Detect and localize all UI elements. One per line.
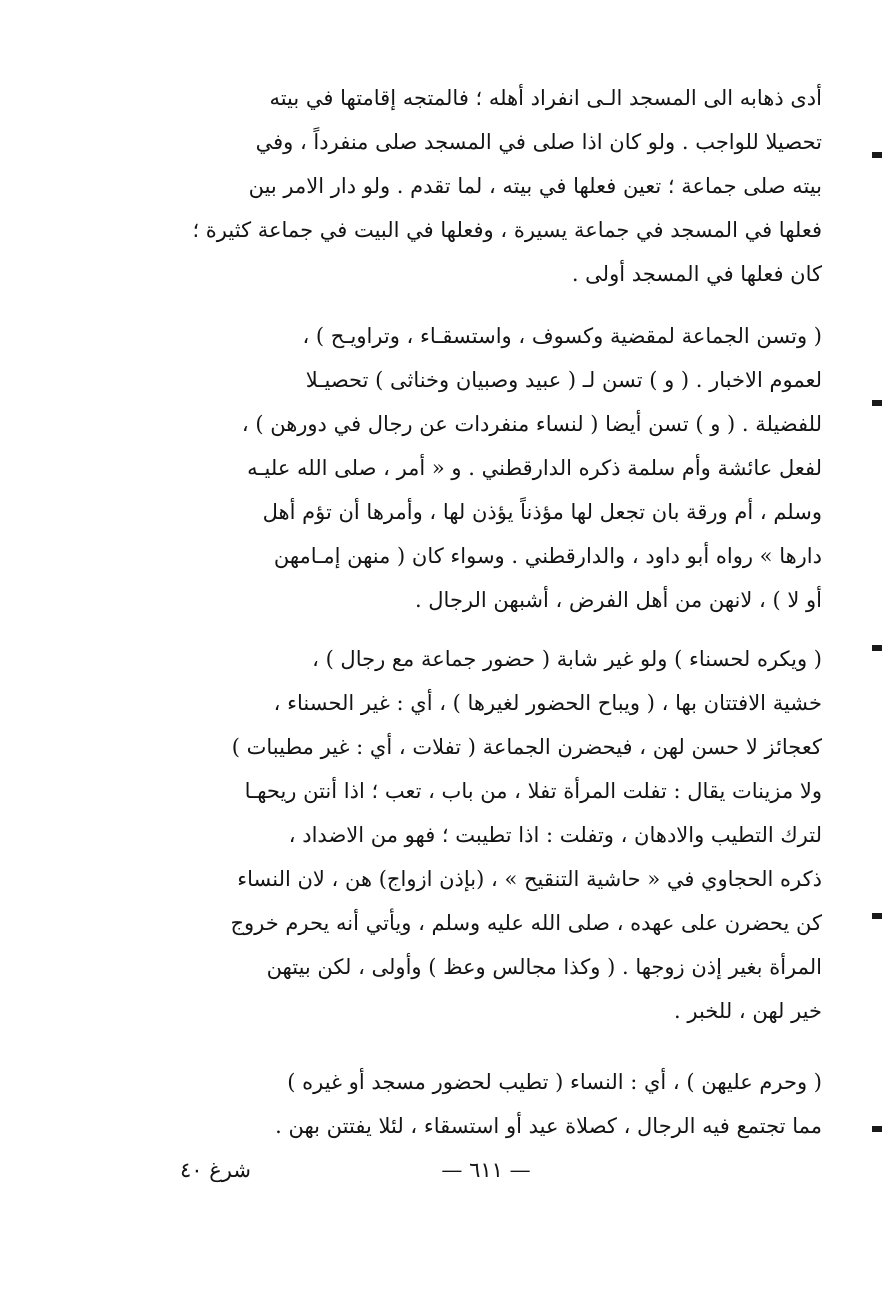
- margin-mark: [872, 913, 882, 919]
- text-line: ذكره الحجاوي في « حاشية التنقيح » ، (بإذن ازواج) هن ، لان النساء: [237, 867, 822, 891]
- margin-mark: [872, 152, 882, 158]
- text-line: بيته صلى جماعة ؛ تعين فعلها في بيته ، لما تقدم . ولو دار الامر بين: [248, 174, 822, 198]
- text-line: ( وحرم عليهن ) ، أي : النساء ( تطيب لحضور مسجد أو غيره ): [287, 1070, 822, 1094]
- page-number: — ٦١١ —: [441, 1158, 531, 1182]
- text-line: ( وتسن الجماعة لمقضية وكسوف ، واستسقـاء ، وتراويـح ) ،: [302, 324, 822, 348]
- text-line: خير لهن ، للخبر .: [674, 999, 822, 1023]
- text-line: لفعل عائشة وأم سلمة ذكره الدارقطني . و « أمر ، صلى الله عليـه: [247, 456, 822, 480]
- text-line: وسلم ، أم ورقة بان تجعل لها مؤذناً يؤذن لها ، وأمرها أن تؤم أهل: [262, 500, 822, 524]
- text-line: ( ويكره لحسناء ) ولو غير شابة ( حضور جماعة مع رجال ) ،: [312, 647, 822, 671]
- margin-mark: [872, 400, 882, 406]
- text-line: لعموم الاخبار . ( و ) تسن لـ ( عبيد وصبيان وخناثى ) تحصيـلا: [305, 368, 822, 392]
- margin-mark: [872, 1126, 882, 1132]
- text-line: المرأة بغير إذن زوجها . ( وكذا مجالس وعظ ) وأولى ، لكن بيتهن: [266, 955, 822, 979]
- paragraph-2: [150, 314, 822, 622]
- text-line: لترك التطيب والادهان ، وتفلت : اذا تطيبت ؛ فهو من الاضداد ،: [288, 823, 822, 847]
- text-line: أدى ذهابه الى المسجد الـى انفراد أهله ؛ فالمتجه إقامتها في بيته: [269, 86, 822, 110]
- margin-mark: [872, 645, 882, 651]
- paragraph-4: [150, 1060, 822, 1148]
- text-line: مما تجتمع فيه الرجال ، كصلاة عيد أو استسقاء ، لئلا يفتتن بهن .: [275, 1114, 822, 1138]
- text-line: تحصيلا للواجب . ولو كان اذا صلى في المسجد صلى منفرداً ، وفي: [255, 130, 822, 154]
- text-line: فعلها في المسجد في جماعة يسيرة ، وفعلها في البيت في جماعة كثيرة ؛: [192, 218, 822, 242]
- text-line: للفضيلة . ( و ) تسن أيضا ( لنساء منفردات عن رجال في دورهن ) ،: [241, 412, 822, 436]
- text-line: خشية الافتتان بها ، ( ويباح الحضور لغيرها ) ، أي : غير الحسناء ،: [273, 691, 822, 715]
- text-line: كعجائز لا حسن لهن ، فيحضرن الجماعة ( تفلات ، أي : غير مطيبات ): [231, 735, 822, 759]
- page-footer: [150, 1150, 822, 1190]
- signature-mark: شرغ ٤٠: [180, 1158, 251, 1182]
- paragraph-1: [150, 76, 822, 296]
- text-line: أو لا ) ، لانهن من أهل الفرض ، أشبهن الرجال .: [414, 588, 822, 612]
- text-line: كان فعلها في المسجد أولى .: [571, 262, 822, 286]
- text-line: كن يحضرن على عهده ، صلى الله عليه وسلم ، ويأتي أنه يحرم خروج: [230, 911, 822, 935]
- text-line: دارها » رواه أبو داود ، والدارقطني . وسواء كان ( منهن إمـامهن: [273, 544, 822, 568]
- paragraph-3: [150, 637, 822, 1033]
- text-line: ولا مزينات يقال : تفلت المرأة تفلا ، من باب ، تعب ؛ اذا أنتن ريحهـا: [244, 779, 822, 803]
